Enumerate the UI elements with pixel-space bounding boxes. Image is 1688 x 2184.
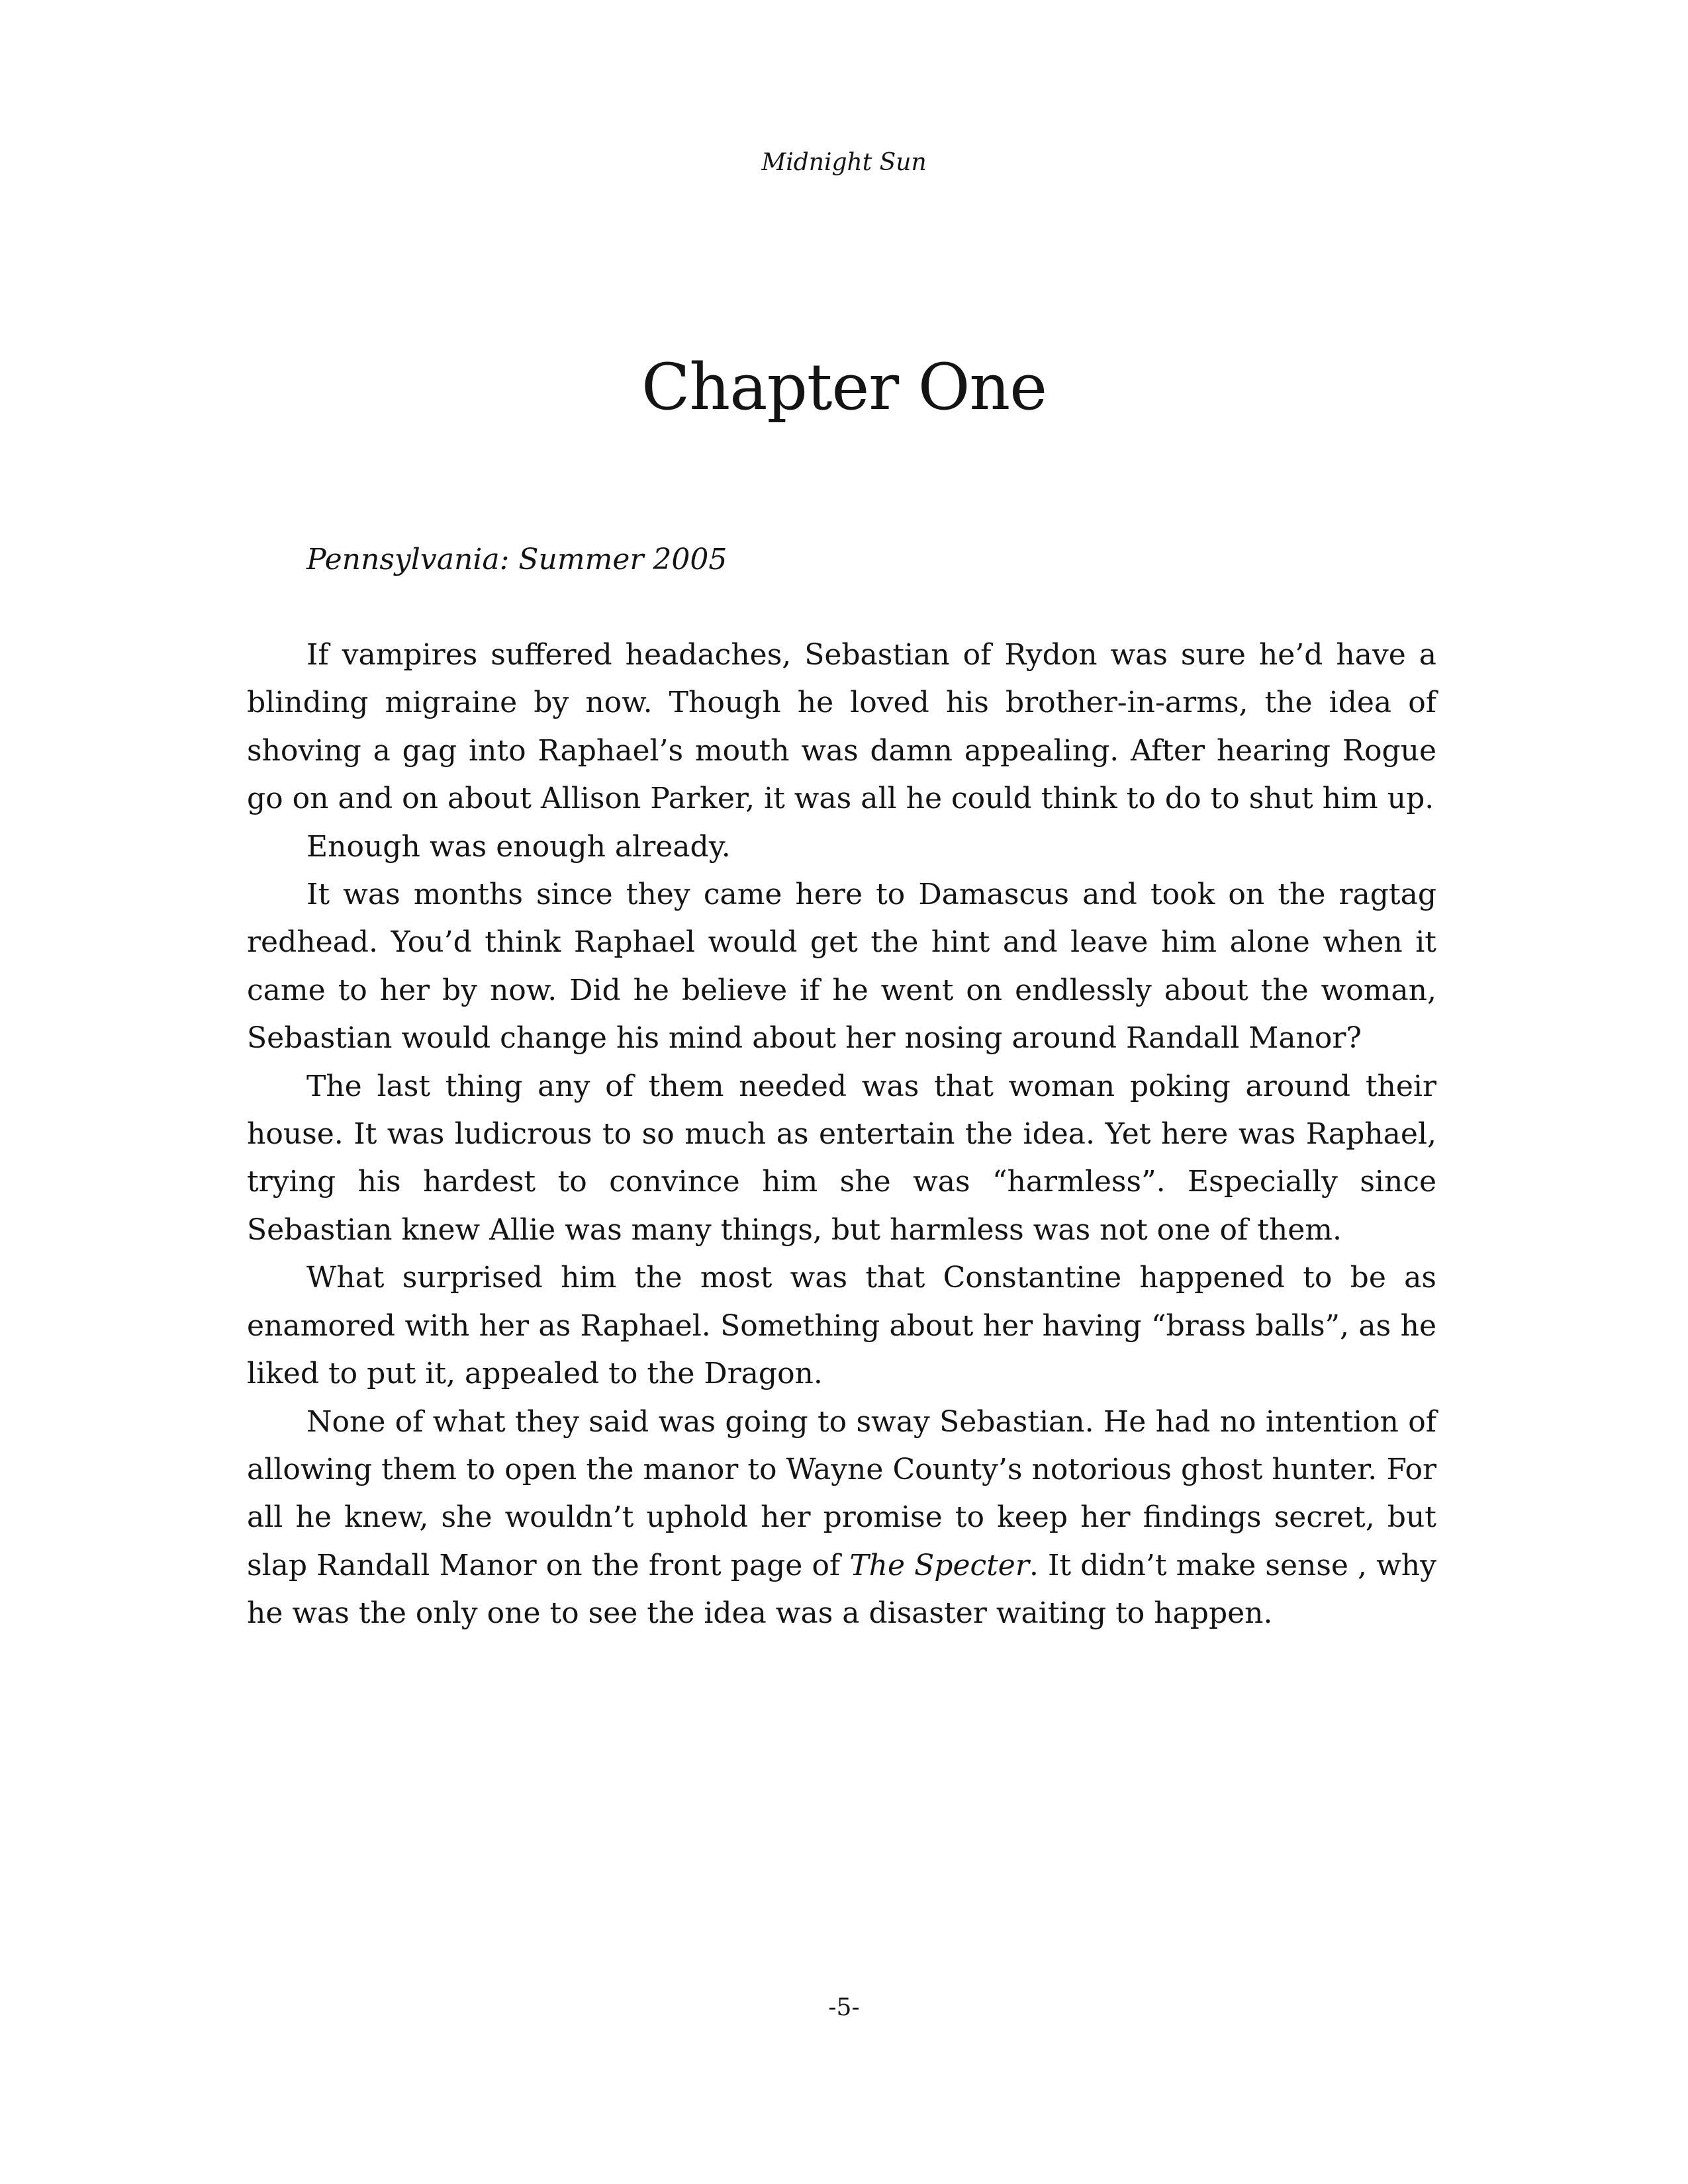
page-number: -5-	[828, 1994, 860, 2021]
paragraph-4: The last thing any of them needed was that woman poking around their house. It was ludicrous to so much as entertain the idea. Yet here was Raphael, trying his hardest to convince him she was “harmless”. Especially since Sebastian knew Allie was many things, but harmless was not one of them.	[247, 1069, 1436, 1247]
paragraph-6	[247, 1398, 1436, 1638]
paragraph-1: If vampires suffered headaches, Sebastian of Rydon was sure he’d have a blinding migraine by now. Though he loved his brother-in-arms, the idea of shoving a gag into Raphael’s mouth was damn appealing. After hearing Rogue go on and on about Allison Parker, it was all he could think to do to shut him up.	[247, 638, 1436, 816]
chapter-title: Chapter One	[641, 350, 1047, 424]
paragraph-3: It was months since they came here to Damascus and took on the ragtag redhead. You’d think Raphael would get the hint and leave him alone when it came to her by now. Did he believe if he went on endlessly about the woman, Sebastian would change his mind about her nosing around Randall Manor?	[247, 878, 1436, 1056]
chapter-body	[247, 536, 1436, 1638]
dateline: Pennsylvania: Summer 2005	[306, 543, 727, 576]
running-header: Midnight Sun	[761, 149, 927, 176]
paragraph-6-text-after: . It didn’t make sense , why he was the only one to see the idea was a disaster waiting to happen.	[247, 1548, 1436, 1631]
paragraph-5: What surprised him the most was that Constantine happened to be as enamored with her as Raphael. Something about her having “brass balls”, as he liked to put it, appealed to the Dragon.	[247, 1261, 1436, 1391]
paragraph-6-text-before: None of what they said was going to sway Sebastian. He had no intention of allowing them to open the manor to Wayne County’s notorious ghost hunter. For all he knew, she wouldn’t uphold her promise to keep her findings secret, but slap Randall Manor on the front page of	[247, 1404, 1436, 1582]
paragraph-2: Enough was enough already.	[306, 829, 731, 864]
newspaper-title: The Specter	[849, 1548, 1029, 1582]
